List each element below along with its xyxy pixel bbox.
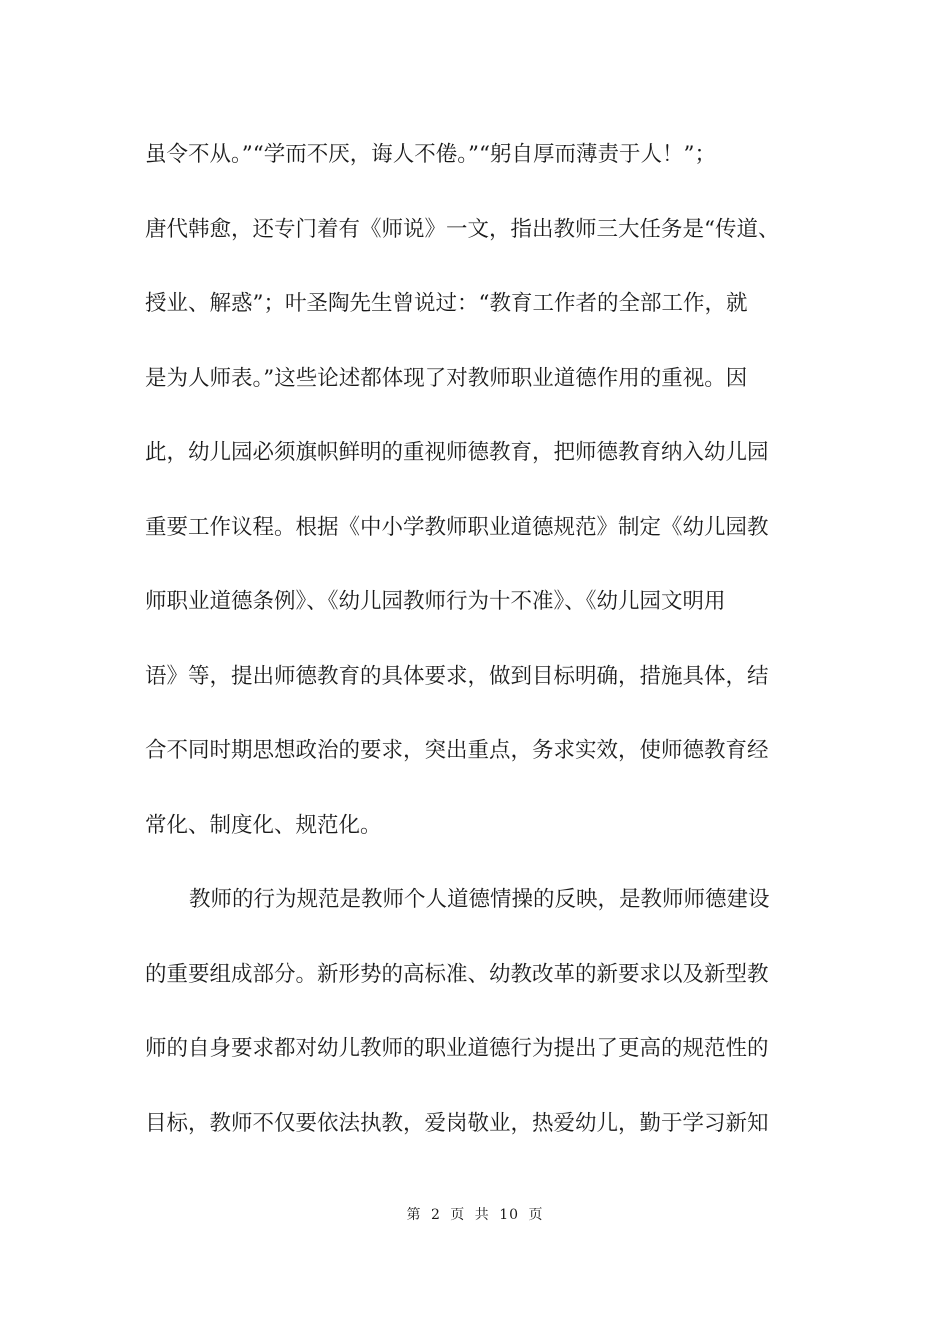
text-line: 常化、制度化、规范化。 xyxy=(145,812,382,838)
page-number-footer: 第 2 页 共 10 页 xyxy=(406,1207,544,1223)
text-line: 唐代韩愈，还专门着有《师说》一文，指出教师三大任务是“传道、 xyxy=(145,216,780,242)
text-line: 目标，教师不仅要依法执教，爱岗敬业，热爱幼儿，勤于学习新知 xyxy=(145,1110,769,1136)
text-line: 合不同时期思想政治的要求，突出重点，务求实效，使师德教育经 xyxy=(145,738,769,763)
text-line: 师职业道德条例》、《幼儿园教师行为十不准》、《幼儿园文明用 xyxy=(145,589,726,614)
text-line: 语》等，提出师德教育的具体要求，做到目标明确，措施具体，结 xyxy=(145,663,769,689)
text-line: 师的自身要求都对幼儿教师的职业道德行为提出了更高的规范性的 xyxy=(145,1036,769,1061)
text-line: 的重要组成部分。新形势的高标准、幼教改革的新要求以及新型教 xyxy=(145,961,769,987)
paragraph-first-line: 教师的行为规范是教师个人道德情操的反映，是教师师德建设 xyxy=(189,887,770,912)
text-line: 此，幼儿园必须旗帜鲜明的重视师德教育，把师德教育纳入幼儿园 xyxy=(145,440,769,465)
text-line: 虽令不从。”“学而不厌，诲人不倦。”“躬自厚而薄责于人！”； xyxy=(145,142,716,167)
text-line: 是为人师表。”这些论述都体现了对教师职业道德作用的重视。因 xyxy=(145,365,748,391)
text-line: 重要工作议程。根据《中小学教师职业道德规范》制定《幼儿园教 xyxy=(145,514,769,540)
body-text xyxy=(145,128,825,1171)
text-line: 授业、解惑”；叶圣陶先生曾说过：“教育工作者的全部工作，就 xyxy=(145,291,748,316)
